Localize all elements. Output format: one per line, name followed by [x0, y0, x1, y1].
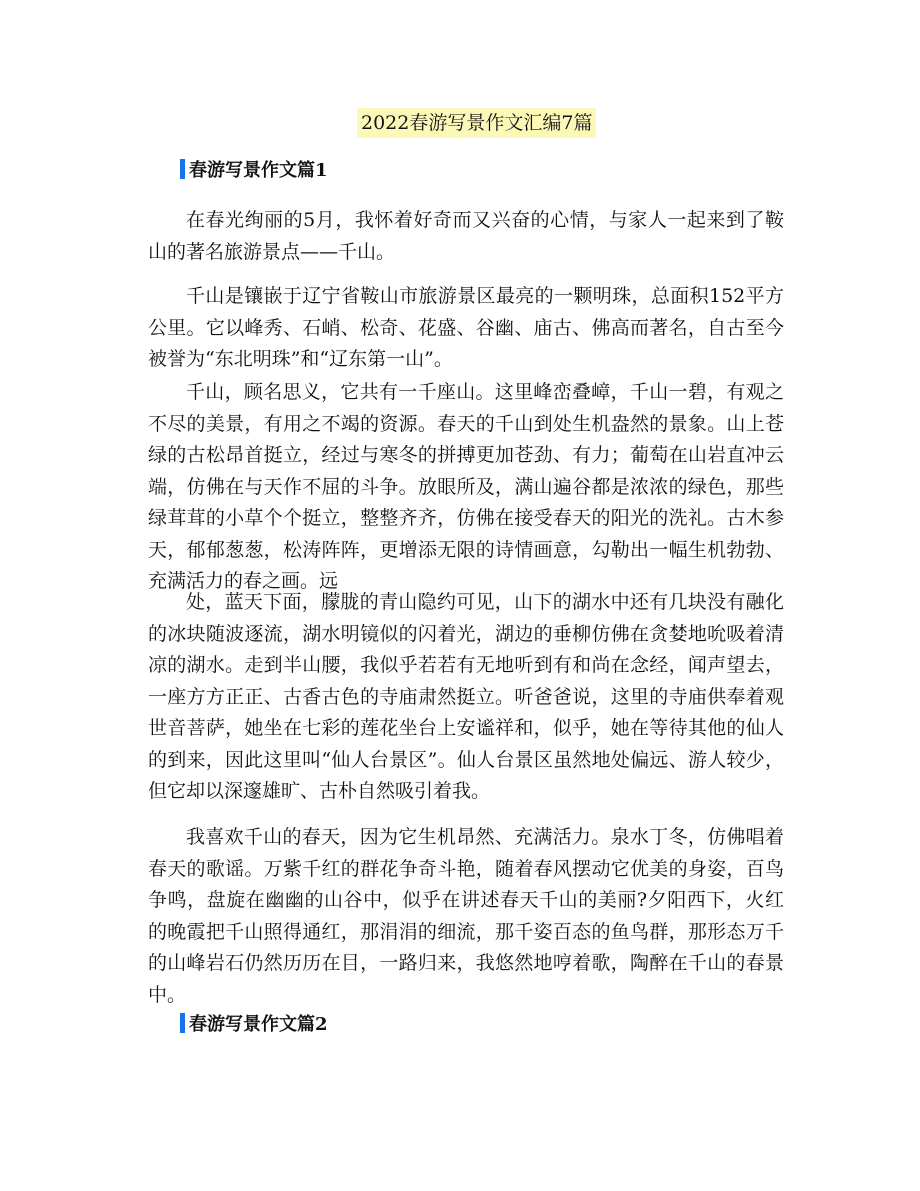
paragraph-1: 在春光绚丽的5月，我怀着好奇而又兴奋的心情，与家人一起来到了鞍山的著名旅游景点——千山。 [148, 209, 784, 263]
section-heading-1 [180, 158, 328, 184]
heading-marker-icon [180, 159, 185, 179]
document-title: 2022春游写景作文汇编7篇 [357, 108, 596, 138]
paragraph-3: 千山，顾名思义，它共有一千座山。这里峰峦叠嶂，千山一碧，有观之不尽的美景，有用之不竭的资源。春天的千山到处生机盎然的景象。山上苍绿的古松昂首挺立，经过与寒冬的拼搏更加苍劲、有力；葡萄在山岩直冲云端，仿佛在与天作不屈的斗争。放眼所及，满山遍谷都是浓浓的绿色，那些绿茸茸的小草个个挺立，整整齐齐，仿佛在接受春天的阳光的洗礼。古木参天，郁郁葱葱，松涛阵阵，更增添无限的诗情画意，勾勒出一幅生机勃勃、充满活力的春之画。远 [148, 381, 784, 592]
paragraph-4: 处，蓝天下面，朦胧的青山隐约可见，山下的湖水中还有几块没有融化的冰块随波逐流，湖水明镜似的闪着光，湖边的垂柳仿佛在贪婪地吮吸着清凉的湖水。走到半山腰，我似乎若若有无地听到有和尚在念经，闻声望去，一座方方正正、古香古色的寺庙肃然挺立。听爸爸说，这里的寺庙供奉着观世音菩萨，她坐在七彩的莲花坐台上安谧祥和，似乎，她在等待其他的仙人的到来，因此这里叫“仙人台景区”。仙人台景区虽然地处偏远、游人较少，但它却以深邃雄旷、古朴自然吸引着我。 [148, 591, 784, 802]
heading-marker-icon [180, 1013, 185, 1033]
paragraph-2: 千山是镶嵌于辽宁省鞍山市旅游景区最亮的一颗明珠，总面积152平方公里。它以峰秀、石峭、松奇、花盛、谷幽、庙古、佛高而著名，自古至今被誉为“东北明珠”和“辽东第一山”。 [148, 285, 784, 370]
section-heading-2-text: 春游写景作文篇2 [189, 1014, 328, 1035]
paragraph-5: 我喜欢千山的春天，因为它生机昂然、充满活力。泉水丁冬，仿佛唱着春天的歌谣。万紫千红的群花争奇斗艳，随着春风摆动它优美的身姿，百鸟争鸣，盘旋在幽幽的山谷中，似乎在讲述春天千山的美丽?夕阳西下，火红的晚霞把千山照得通红，那涓涓的细流，那千姿百态的鱼鸟群，那形态万千的山峰岩石仍然历历在目，一路归来，我悠然地哼着歌，陶醉在千山的春景中。 [148, 826, 784, 1006]
section-heading-1-text: 春游写景作文篇1 [189, 160, 328, 181]
section-heading-2 [180, 1012, 328, 1038]
